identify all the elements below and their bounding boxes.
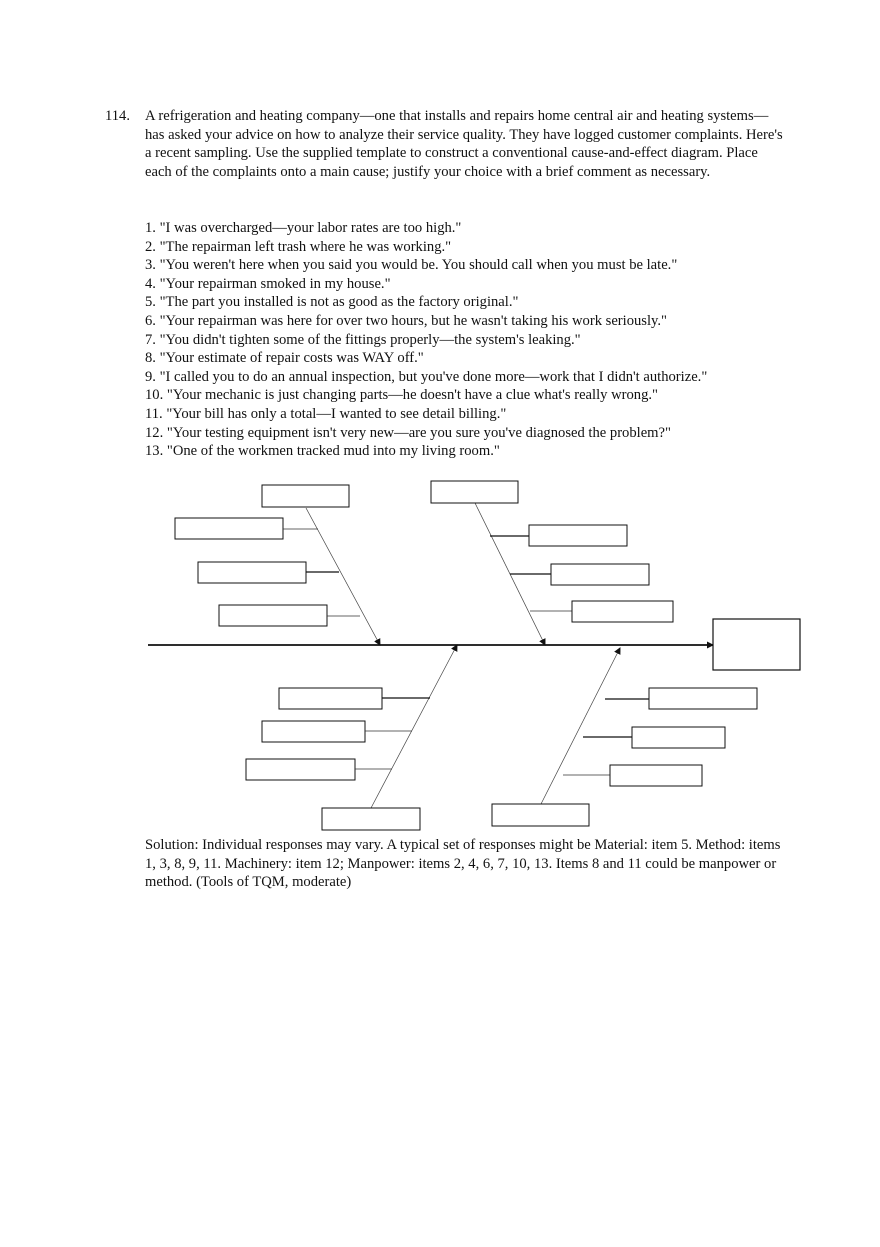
branch-line-lower-right [541,648,620,804]
fishbone-diagram [0,470,880,840]
main-cause-box-lower-right[interactable] [492,804,589,826]
complaint-item: 2. "The repairman left trash where he was working." [145,238,452,255]
effect-box[interactable] [713,619,800,670]
question-text [145,107,785,181]
question-paragraph: A refrigeration and heating company—one that installs and repairs home central air and heating systems—has asked your advice on how to analyze their service quality. They have logged customer complaints. Here's a recent sampling. Use the supplied template to construct a conventional cause-and-effect diagram. Place each of the complaints onto a main cause; justify your choice with a brief comment as necessary. [145,108,783,180]
complaint-list [145,219,845,461]
complaint-item: 7. "You didn't tighten some of the fittings properly—the system's leaking." [145,331,581,348]
main-cause-box-lower-left[interactable] [322,808,420,830]
complaint-item: 5. "The part you installed is not as good as the factory original." [145,294,519,311]
branch-line-lower-left [371,645,457,808]
sub-cause-box[interactable] [198,562,306,583]
sub-cause-box[interactable] [175,518,283,539]
sub-cause-box[interactable] [551,564,649,585]
complaint-item: 13. "One of the workmen tracked mud into my living room." [145,443,500,460]
solution-text: Solution: Individual responses may vary. A typical set of responses might be Material: item 5. Method: items 1, 3, 8, 9, 11. Machinery: item 12; Manpower: items 2, 4, 6, 7, 10, 13. Items 8 and 11 could be manpower or method. (Tools of TQM, moderate) [145,837,781,891]
sub-cause-box[interactable] [219,605,327,626]
sub-cause-box[interactable] [610,765,702,786]
complaint-item: 4. "Your repairman smoked in my house." [145,275,391,292]
sub-cause-box[interactable] [632,727,725,748]
complaint-item: 8. "Your estimate of repair costs was WAY off." [145,350,424,367]
complaint-item: 12. "Your testing equipment isn't very new—are you sure you've diagnosed the problem?" [145,424,671,441]
sub-cause-box[interactable] [279,688,382,709]
sub-cause-box[interactable] [572,601,673,622]
complaint-item: 3. "You weren't here when you said you would be. You should call when you must be late." [145,257,678,274]
complaint-item: 10. "Your mechanic is just changing parts—he doesn't have a clue what's really wrong." [145,387,658,404]
question-number: 114. [105,108,130,124]
complaint-item: 11. "Your bill has only a total—I wanted to see detail billing." [145,405,507,422]
complaint-item: 9. "I called you to do an annual inspection, but you've done more—work that I didn't authorize." [145,368,708,385]
main-cause-box-upper-right[interactable] [431,481,518,503]
complaint-item: 1. "I was overcharged—your labor rates are too high." [145,220,462,236]
sub-cause-box[interactable] [262,721,365,742]
solution-block [145,836,785,892]
sub-cause-box[interactable] [529,525,627,546]
main-cause-box-upper-left[interactable] [262,485,349,507]
complaint-item: 6. "Your repairman was here for over two hours, but he wasn't taking his work seriously." [145,312,667,329]
sub-cause-box[interactable] [246,759,355,780]
sub-cause-box[interactable] [649,688,757,709]
